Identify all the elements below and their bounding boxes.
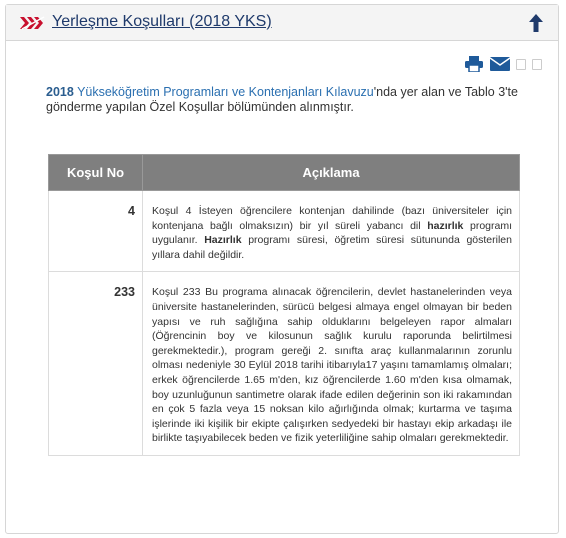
intro-rest: 'nda yer alan ve Tablo 3'te gönderme yapılan Özel Koşullar bölümünden alınmıştır.	[46, 85, 518, 114]
column-header-no: Koşul No	[49, 155, 143, 191]
conditions-panel	[5, 4, 559, 534]
share-checkbox[interactable]	[532, 59, 542, 70]
table-row	[49, 191, 520, 272]
arrow-up-icon[interactable]	[528, 13, 544, 33]
condition-number: 233	[49, 272, 143, 456]
condition-description: Koşul 233 Bu programa alınacak öğrencilerin, devlet hastanelerinden veya üniversite hastanelerinden, sürücü belgesi almaya engel olmayan bir beden yapısı ve ruh sağlığına sahip olduklarını belgeleyen rapor almaları (Öğrencinin boy ve kilosunun sağlık kurulu raporunda belirtilmesi gerekmektedir.), program gereği 2. sınıfta araç kullanmalarının zorunlu olması nedeniyle 30 Eylül 2018 tarihi itibarıyla17 yaşını tamamlamış olmaları; erkek öğrencilerde 1.65 m'den, kız öğrencilerde 1.60 m'den kısa olmamak, boy uzunluğunun santimetre olarak ifade edilen değerinin son iki rakamından en çok 5 fazla veya 15 noksan kilo ağırlığında olmak; kurtarma ve taşıma işlerinde iki kişilik bir ekipte çalışırken sedyedeki bir hastayı ekip arkadaşı ile birlikte taşıyabilecek beden ve fizik yeterliliğine sahip olmaları gerekmektedir.	[143, 272, 520, 456]
intro-year: 2018	[46, 85, 74, 99]
table-row	[49, 272, 520, 456]
panel-title[interactable]: Yerleşme Koşulları (2018 YKS)	[52, 13, 272, 30]
print-icon[interactable]	[464, 56, 484, 72]
conditions-table	[48, 154, 520, 456]
toolbar	[464, 55, 542, 73]
condition-number: 4	[49, 191, 143, 272]
column-header-description: Açıklama	[143, 155, 520, 191]
share-checkbox[interactable]	[516, 59, 526, 70]
envelope-icon[interactable]	[490, 56, 510, 72]
condition-description: Koşul 4 İsteyen öğrencilere kontenjan dahilinde (bazı üniversiteler için kontenjana bağlı olmaksızın) bir yıl süreli yabancı dil hazırlık programı uygulanır. Hazırlık programı süresi, öğretim süresi sütununda gösterilen yıllara dahil değildir.	[143, 191, 520, 272]
guide-link[interactable]: Yükseköğretim Programları ve Kontenjanları Kılavuzu	[77, 85, 374, 99]
panel-header	[6, 5, 558, 41]
yok-logo-icon	[20, 15, 46, 31]
intro-text	[46, 85, 526, 115]
